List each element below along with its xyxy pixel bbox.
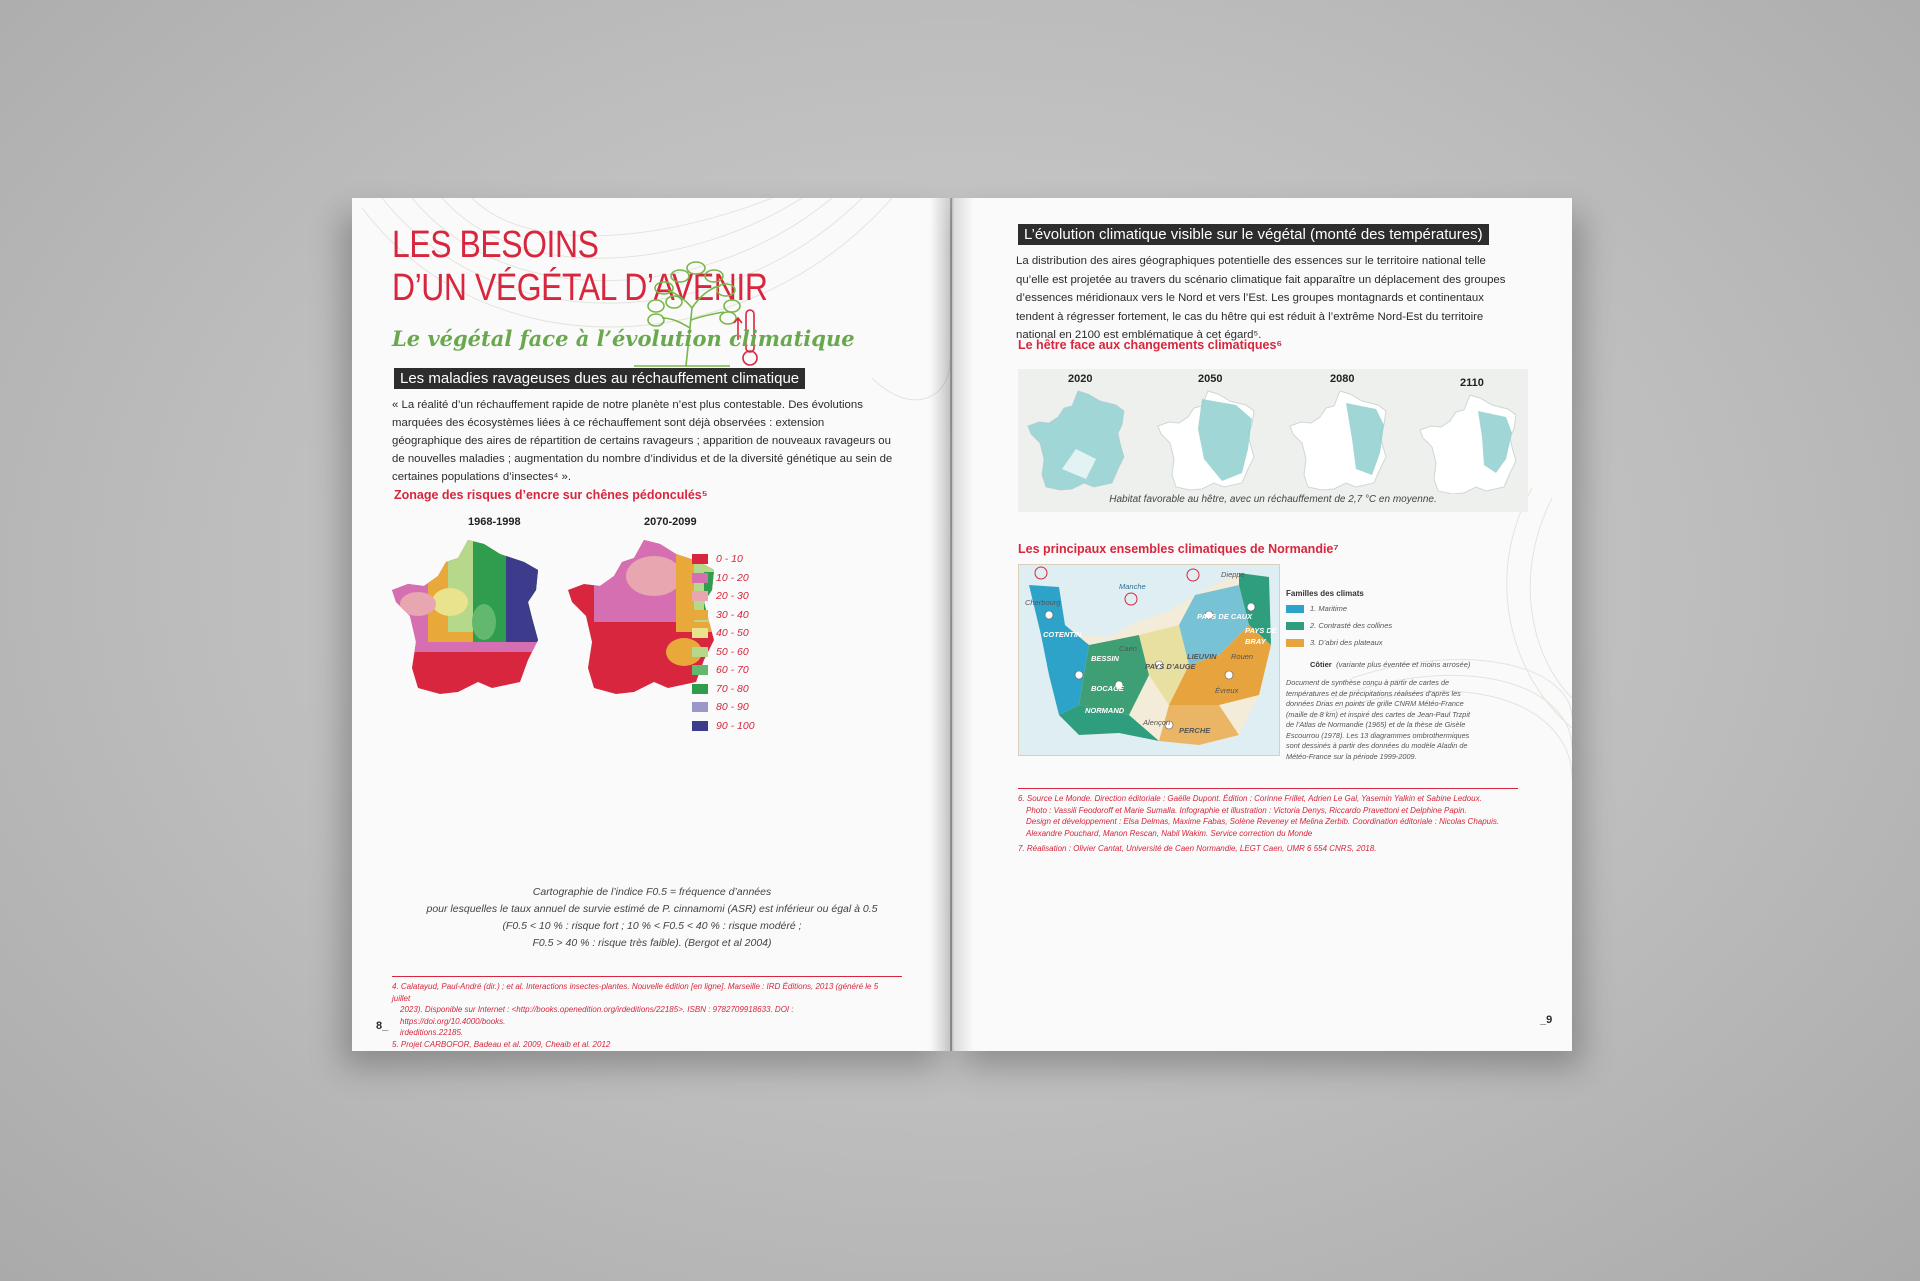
- legend-swatch: [692, 573, 708, 583]
- year-label: 2050: [1198, 373, 1223, 385]
- legend-label: 10 - 20: [716, 571, 749, 584]
- footnote-divider: [1018, 788, 1518, 789]
- legend-label: 50 - 60: [716, 645, 749, 658]
- footnote-line: 5. Projet CARBOFOR, Badeau et al. 2009, Cheaib et al. 2012: [392, 1039, 611, 1049]
- footnote-line: irdeditions.22185.: [400, 1028, 464, 1037]
- beech-map-2080: [1290, 391, 1386, 490]
- beech-figure-panel: [1018, 369, 1528, 512]
- map-label-cotentin: COTENTIN: [1043, 630, 1082, 639]
- legend-swatch: [692, 665, 708, 675]
- legend-item: [692, 680, 755, 699]
- legend-label: 80 - 90: [716, 701, 749, 714]
- legend-item: [692, 698, 755, 717]
- map-label-pays-d-auge: PAYS D’AUGE: [1145, 662, 1196, 671]
- caption-line: F0.5 > 40 % : risque très faible). (Bergot et al 2004): [532, 937, 772, 949]
- footnote-divider: [392, 976, 902, 977]
- footnote-line: Alexandre Pouchard, Manon Rescan, Nabil Wakim. Service correction du Monde: [1026, 828, 1313, 838]
- tree-thermometer-icon: [634, 248, 774, 376]
- legend-label: 90 - 100: [716, 719, 755, 732]
- normandy-figure-heading: Les principaux ensembles climatiques de Normandie⁷: [1018, 542, 1339, 556]
- figure-caption: [392, 884, 912, 952]
- risk-map-1968-1998: [388, 532, 558, 702]
- map-label-normand: NORMAND: [1085, 706, 1125, 715]
- legend-swatch: [692, 721, 708, 731]
- intro-paragraph-right: La distribution des aires géographiques potentielle des essences sur le territoire national telle qu’elle est projetée au travers du scénario climatique fait apparaître un déplacement des groupes d’essences méridionaux vers le Nord et vers l’Est. Les groupes montagnards et continentaux tendent à régresser fortement, le cas du hêtre qui est réduit à l’extrême Nord-Est du territoire national en 2100 est emblématique à cet égard⁵.: [1016, 255, 1506, 341]
- intro-paragraph: « La réalité d’un réchauffement rapide de notre planète n’est plus contestable. Des évolutions marquées des écosystèmes liées à ce réchauffement sont déjà observées : extension géographique des aires de répartition de certains ravageurs ; apparition de nouveaux ravageurs ou de nouvelles maladies ; augmentation du nombre d’individus et de la diversité génétique au sein de certaines populations d’insectes⁴ ».: [392, 399, 893, 483]
- year-label: 2080: [1330, 373, 1355, 385]
- legend-swatch: [692, 591, 708, 601]
- legend-swatch: [692, 684, 708, 694]
- climate-legend-item: [1286, 620, 1476, 631]
- legend-item: [692, 624, 755, 643]
- page-number: 8_: [376, 1020, 389, 1032]
- beech-caption: Habitat favorable au hêtre, avec un réchauffement de 2,7 °C en moyenne.: [1109, 494, 1437, 505]
- map-label-dieppe: Dieppe: [1221, 570, 1245, 579]
- legend-label: 2. Contrasté des collines: [1310, 621, 1393, 630]
- legend-item: [692, 569, 755, 588]
- beech-map-2020: [1028, 391, 1124, 490]
- legend-label: 70 - 80: [716, 682, 749, 695]
- map-label-pays-de-bray: PAYS DE BRAY: [1245, 626, 1277, 646]
- title-line-1: LES BESOINS: [392, 224, 599, 266]
- legend-item: [692, 606, 755, 625]
- legend-label: 20 - 30: [716, 590, 749, 603]
- climate-legend-title: Familles des climats: [1286, 589, 1364, 598]
- map-label-bocage: BOCAGE: [1091, 684, 1124, 693]
- map-label-bessin: BESSIN: [1091, 654, 1119, 663]
- footnotes: [392, 981, 892, 1050]
- title-line-2: D’UN VÉGÉTAL D’AVENIR: [392, 267, 768, 309]
- beech-map-2050: [1158, 391, 1254, 490]
- legend-label: 0 - 10: [716, 553, 743, 566]
- climate-legend: [1286, 588, 1476, 762]
- year-label: 2110: [1460, 377, 1484, 389]
- map-label-pays-de-caux: PAYS DE CAUX: [1197, 612, 1253, 621]
- legend-item: [692, 587, 755, 606]
- legend-label: 60 - 70: [716, 664, 749, 677]
- map-label-evreux: Évreux: [1215, 686, 1239, 695]
- map-label-rouen: Rouen: [1231, 652, 1254, 661]
- footnote-line: Design et développement : Elsa Delmas, Maxime Fabas, Solène Reveney et Melina Zerbib. Coordination éditoriale : Nicolas Chapuis.: [1026, 817, 1500, 826]
- map-label-alencon: Alençon: [1143, 718, 1171, 727]
- period-label-2: 2070-2099: [644, 516, 697, 528]
- risk-legend: [692, 550, 755, 735]
- legend-swatch: [692, 610, 708, 620]
- legend-swatch: [692, 647, 708, 657]
- legend-label: 30 - 40: [716, 608, 749, 621]
- map-label-lieuvin: LIEUVIN: [1187, 652, 1217, 661]
- section-subtitle: Le végétal face à l’évolution climatique: [392, 326, 855, 351]
- footnote-line: 7. Réalisation : Olivier Cantat, Université de Caen Normandie, LEGT Caen, UMR 6 554 CNRS, 2018.: [1018, 844, 1377, 853]
- caption-line: Cartographie de l’indice F0.5 = fréquence d’années: [532, 886, 772, 898]
- map-label-perche: PERCHE: [1179, 726, 1211, 735]
- footnote-line: 2023). Disponible sur Internet : <http://books.openedition.org/irdeditions/22185>. ISBN : 9782709918633. DOI : https://doi.org/10.4000/books.: [400, 1005, 794, 1026]
- legend-item: [692, 643, 755, 662]
- normandy-map: [1018, 564, 1280, 756]
- legend-label: 40 - 50: [716, 627, 749, 640]
- climate-legend-item: [1286, 603, 1476, 614]
- beech-maps: [1026, 389, 1526, 494]
- footnote-line: 4. Calatayud, Paul-André (dir.) ; et al. Interactions insectes-plantes. Nouvelle édition [en ligne]. Marseille : IRD Éditions, 2013 (généré le 5 juillet: [392, 982, 879, 1003]
- legend-swatch: [692, 702, 708, 712]
- map-label-caen: Caen: [1119, 644, 1137, 653]
- period-label-1: 1968-1998: [468, 516, 521, 528]
- legend-swatch: [1286, 639, 1304, 647]
- map-label-cherbourg: Cherbourg: [1025, 598, 1061, 607]
- footnotes-right: [1018, 793, 1538, 855]
- right-page: [952, 198, 1572, 1051]
- legend-swatch: [692, 554, 708, 564]
- legend-cotier-note: (variante plus éventée et moins arrosée): [1336, 660, 1471, 669]
- beech-figure-heading: Le hêtre face aux changements climatiques⁶: [1018, 338, 1283, 352]
- legend-label: 3. D’abri des plateaux: [1310, 638, 1383, 647]
- map-label-manche: Manche: [1119, 582, 1146, 591]
- legend-item: [692, 717, 755, 736]
- year-label: 2020: [1068, 373, 1093, 385]
- page-number-right: _9: [1540, 1014, 1553, 1026]
- legend-swatch: [692, 628, 708, 638]
- section-heading: Les maladies ravageuses dues au réchauffement climatique: [394, 368, 805, 389]
- legend-swatch: [1286, 622, 1304, 630]
- legend-cotier-label: Côtier: [1310, 660, 1332, 669]
- legend-item: [692, 661, 755, 680]
- climate-legend-item: [1286, 637, 1476, 648]
- footnote-line: Photo : Vassili Feodoroff et Marie Sumalla. Infographie et illustration : Victoria Denys, Riccardo Pravettoni et Delphine Papin.: [1026, 805, 1467, 815]
- left-page: [352, 198, 950, 1051]
- legend-label: 1. Maritime: [1310, 604, 1348, 613]
- figure-heading: Zonage des risques d’encre sur chênes pédonculés⁵: [394, 488, 708, 502]
- caption-line: (F0.5 < 10 % : risque fort ; 10 % < F0.5 < 40 % : risque modéré ;: [502, 920, 802, 932]
- section-heading-right: L’évolution climatique visible sur le végétal (monté des températures): [1018, 224, 1489, 245]
- footnote-line: 6. Source Le Monde. Direction éditoriale : Gaëlle Dupont. Édition : Corinne Frillet, Adrien Le Gal, Yasemin Yalkin et Sabine Ledoux.: [1018, 794, 1482, 803]
- beech-map-2110: [1420, 395, 1516, 494]
- caption-line: pour lesquelles le taux annuel de survie estimé de P. cinnamomi (ASR) est inférieur ou égal à 0.5: [426, 903, 878, 915]
- legend-item: [692, 550, 755, 569]
- legend-swatch: [1286, 605, 1304, 613]
- map-source-note: Document de synthèse conçu à partir de cartes de températures et de précipitations réalisées d’après les données Drias en points de grille CNRM Météo-France (maille de 8 km) et inspiré des cartes de Jean-Paul Trzpit de l’Atlas de Normandie (1965) et de la thèse de Gisèle Escourrou (1978). Les 13 diagrammes ombrothermiques sont dessinés à partir des données du modèle Aladin de Météo-France sur la période 1999-2009.: [1286, 678, 1470, 761]
- climate-legend-cotier: [1286, 654, 1476, 672]
